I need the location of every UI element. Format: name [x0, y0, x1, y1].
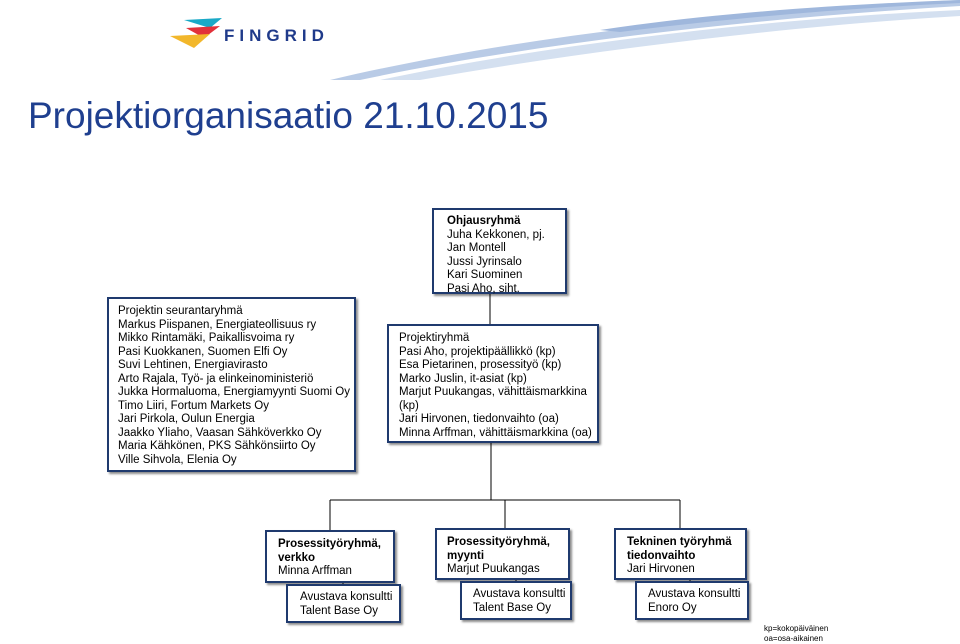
seurantaryhma-member: Jukka Hormaluoma, Energiamyynti Suomi Oy [118, 386, 350, 398]
seurantaryhma-box [107, 297, 356, 472]
seurantaryhma-heading: Projektin seurantaryhmä [118, 305, 243, 317]
seurantaryhma-member: Suvi Lehtinen, Energiavirasto [118, 359, 268, 371]
ohjausryhma-member: Kari Suominen [447, 269, 523, 281]
prosessi-myynti-lead: Marjut Puukangas [447, 563, 540, 575]
projektiryhma-member: Esa Pietarinen, prosessityö (kp) [399, 359, 562, 371]
projektiryhma-member: Marjut Puukangas, vähittäismarkkina [399, 386, 587, 398]
seurantaryhma-member: Arto Rajala, Työ- ja elinkeinoministeriö [118, 372, 314, 385]
konsultti-label: Avustava konsultti [648, 588, 741, 600]
ohjausryhma-member: Juha Kekkonen, pj. [447, 228, 545, 241]
prosessi-verkko-lead: Minna Arffman [278, 565, 352, 577]
konsultti-label: Avustava konsultti [473, 588, 566, 600]
konsultti-company: Talent Base Oy [300, 604, 378, 617]
konsultti-box-1 [286, 584, 401, 623]
tekninen-heading: tiedonvaihto [627, 549, 696, 562]
seurantaryhma-member: Maria Kähkönen, PKS Sähkönsiirto Oy [118, 440, 316, 452]
prosessi-verkko-heading: verkko [278, 551, 316, 564]
ohjausryhma-member: Jussi Jyrinsalo [447, 255, 522, 268]
projektiryhma-heading: Projektiryhmä [399, 332, 470, 344]
seurantaryhma-member: Jaakko Yliaho, Vaasan Sähköverkko Oy [118, 426, 322, 439]
legend-oa: oa=osa-aikainen [764, 634, 823, 643]
tekninen-heading: Tekninen työryhmä [627, 536, 732, 548]
ohjausryhma-heading: Ohjausryhmä [447, 215, 521, 227]
projektiryhma-member: Minna Arffman, vähittäismarkkina (oa) [399, 426, 592, 439]
seurantaryhma-member: Ville Sihvola, Elenia Oy [118, 453, 237, 466]
prosessi-myynti-box [435, 528, 570, 580]
seurantaryhma-member: Mikko Rintamäki, Paikallisvoima ry [118, 332, 295, 344]
prosessi-myynti-heading: myynti [447, 549, 485, 562]
seurantaryhma-member: Pasi Kuokkanen, Suomen Elfi Oy [118, 345, 288, 358]
seurantaryhma-member: Jari Pirkola, Oulun Energia [118, 413, 255, 425]
projektiryhma-box [387, 324, 599, 443]
projektiryhma-member: Marko Juslin, it-asiat (kp) [399, 372, 527, 385]
projektiryhma-member: (kp) [399, 399, 419, 412]
logo-text: FINGRID [224, 26, 329, 45]
tekninen-lead: Jari Hirvonen [627, 563, 695, 575]
prosessi-verkko-heading: Prosessityöryhmä, [278, 538, 381, 550]
konsultti-company: Enoro Oy [648, 601, 697, 614]
seurantaryhma-member: Markus Piispanen, Energiateollisuus ry [118, 318, 317, 331]
page-title: Projektiorganisaatio 21.10.2015 [28, 95, 549, 136]
ohjausryhma-member: Jan Montell [447, 242, 506, 254]
legend-kp: kp=kokopäiväinen [764, 624, 829, 633]
prosessi-myynti-heading: Prosessityöryhmä, [447, 536, 550, 548]
konsultti-box-2 [460, 581, 572, 620]
konsultti-company: Talent Base Oy [473, 601, 551, 614]
seurantaryhma-member: Timo Liiri, Fortum Markets Oy [118, 399, 270, 412]
konsultti-label: Avustava konsultti [300, 591, 393, 603]
legend [764, 624, 828, 644]
projektiryhma-member: Pasi Aho, projektipäällikkö (kp) [399, 345, 556, 358]
prosessi-verkko-box [265, 530, 395, 583]
ohjausryhma-member: Pasi Aho, siht. [447, 282, 520, 295]
projektiryhma-member: Jari Hirvonen, tiedonvaihto (oa) [399, 413, 559, 425]
ohjausryhma-box [432, 208, 567, 294]
tekninen-box [614, 528, 747, 580]
konsultti-box-3 [635, 581, 749, 620]
